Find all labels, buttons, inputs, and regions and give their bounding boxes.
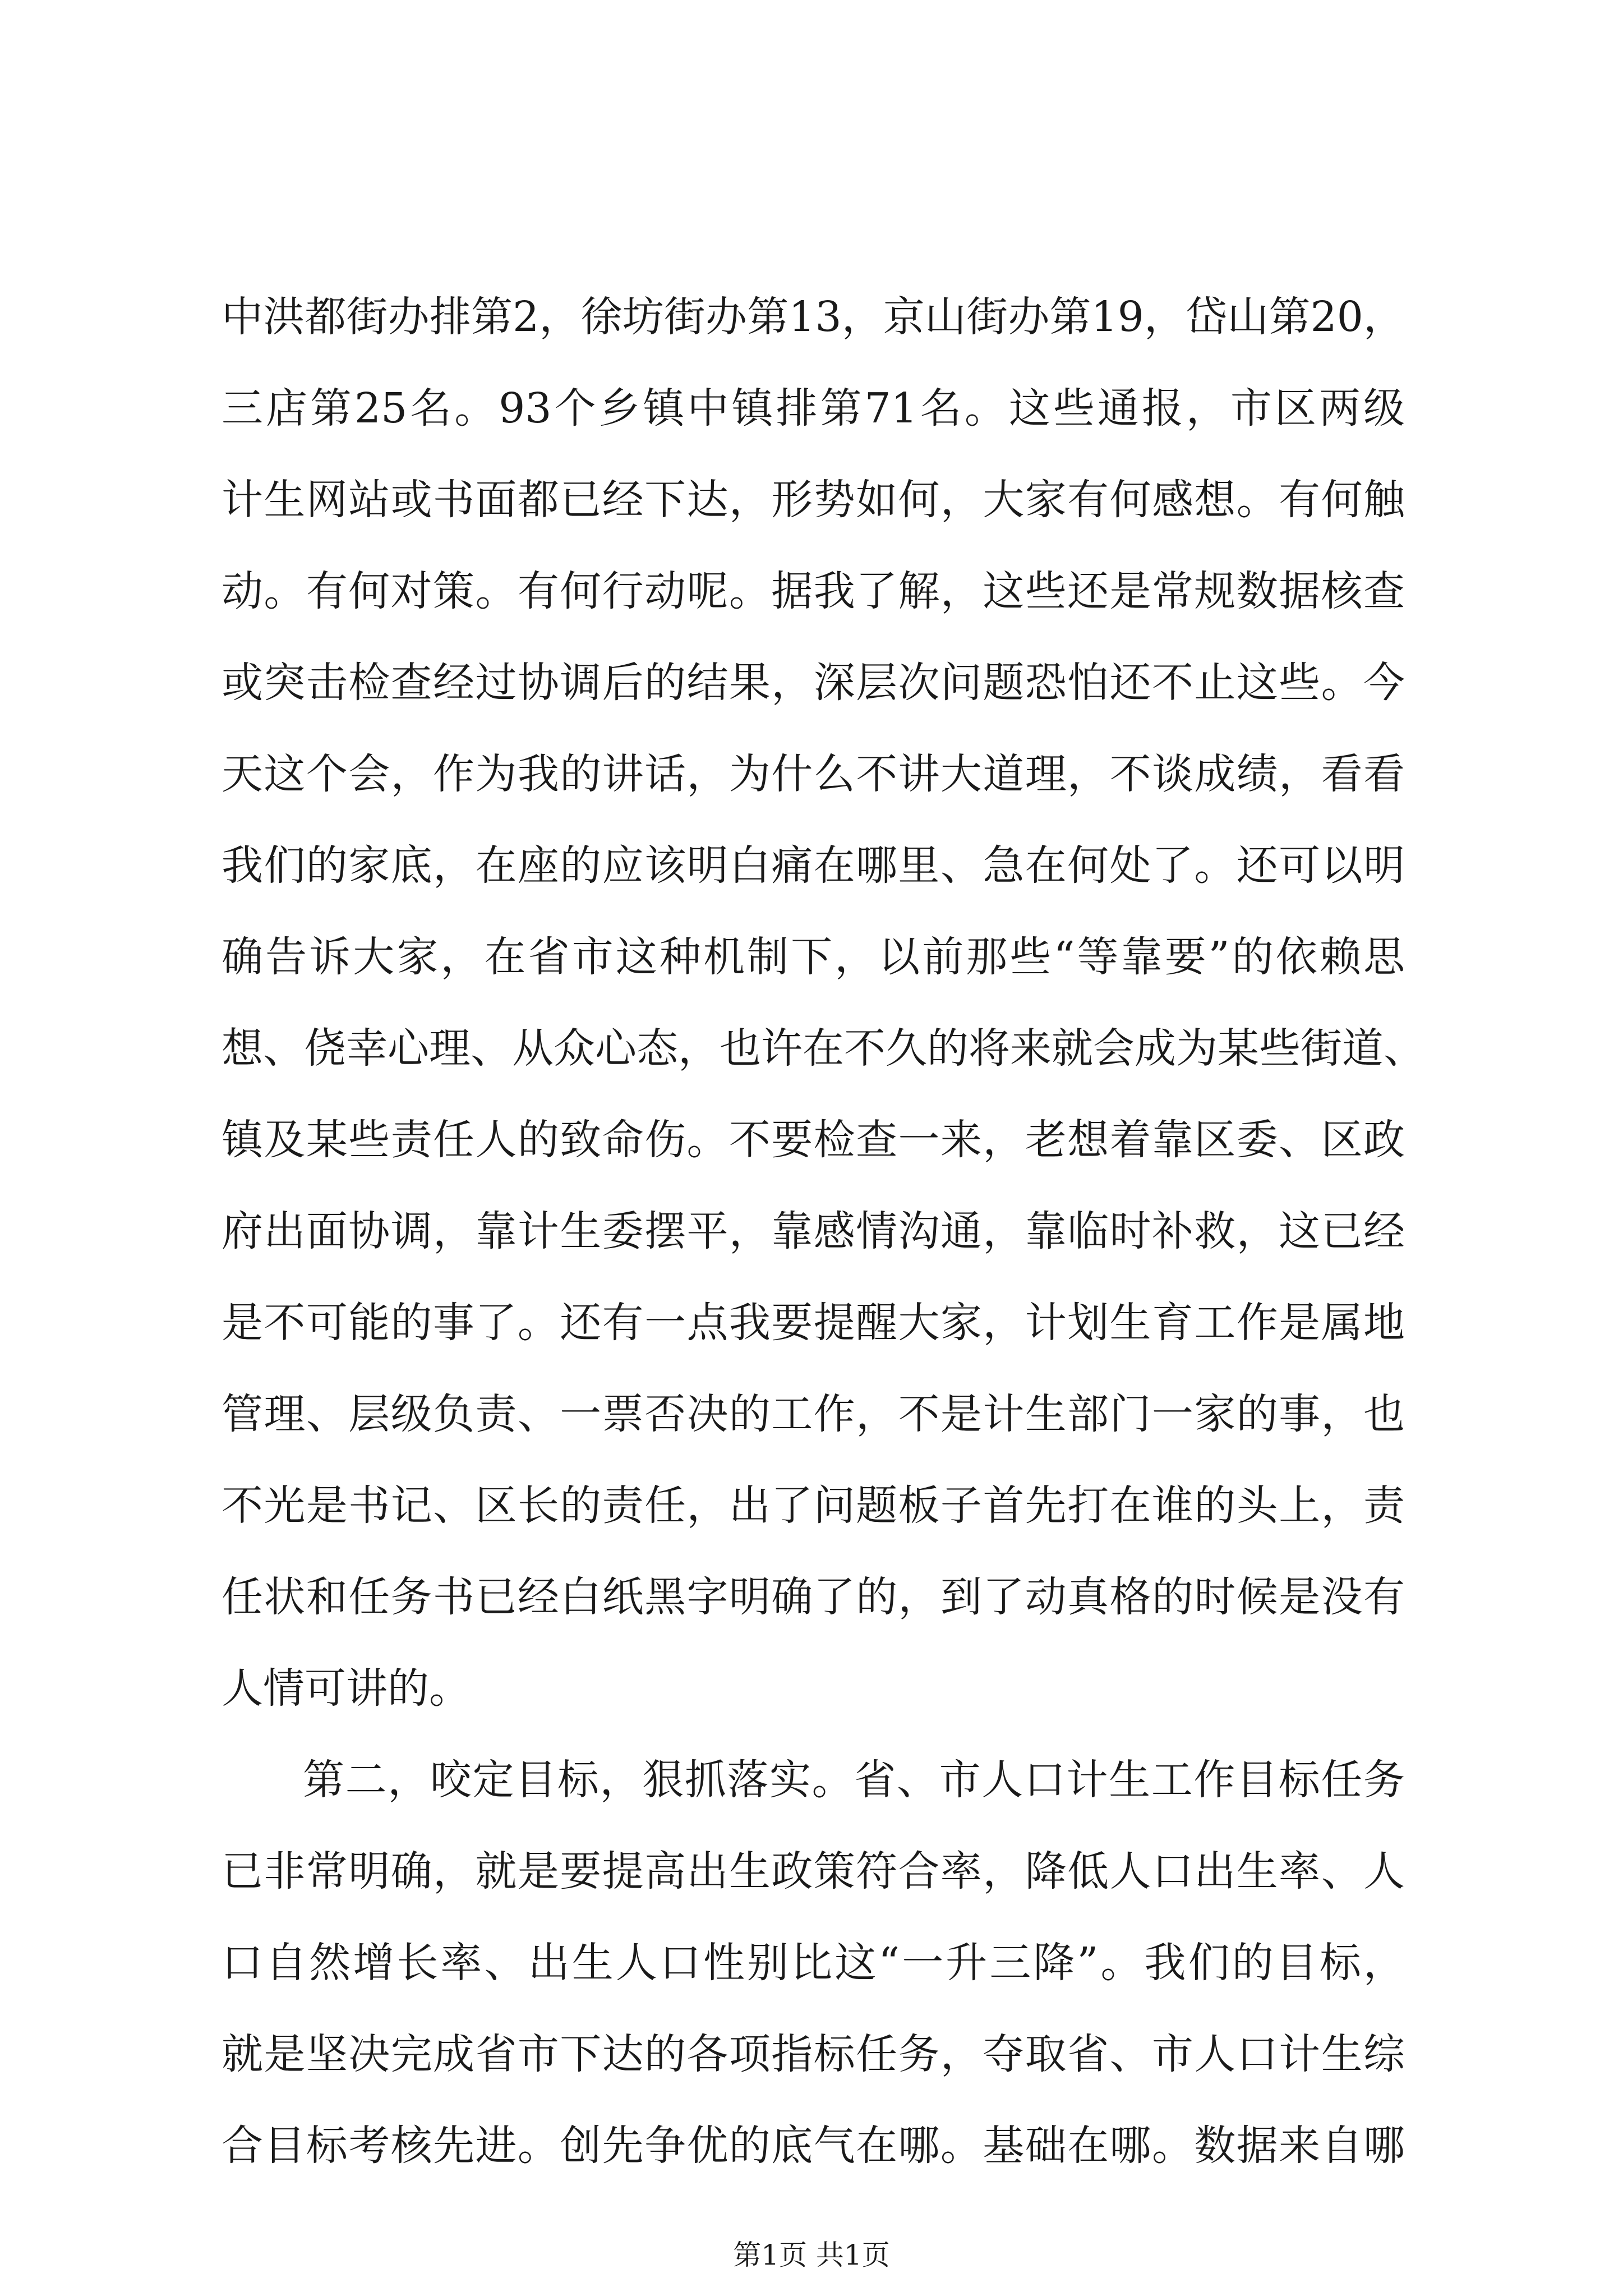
page-footer: 第1页 共1页	[733, 2239, 890, 2271]
text-line: 我们的家底，在座的应该明白痛在哪里、急在何处了。还可以明	[222, 841, 1405, 890]
text-line: 是不可能的事了。还有一点我要提醒大家，计划生育工作是属地	[222, 1299, 1405, 1347]
text-line: 或突击检查经过协调后的结果，深层次问题恐怕还不止这些。今	[222, 659, 1405, 707]
text-line: 合目标考核先进。创先争优的底气在哪。基础在哪。数据来自哪	[222, 2122, 1405, 2170]
text-line: 三店第25名。93个乡镇中镇排第71名。这些通报，市区两级	[222, 384, 1405, 432]
text-line: 就是坚决完成省市下达的各项指标任务，夺取省、市人口计生综	[222, 2030, 1405, 2078]
text-line: 想、侥幸心理、从众心态，也许在不久的将来就会成为某些街道、	[222, 1024, 1425, 1073]
text-line: 镇及某些责任人的致命伤。不要检查一来，老想着靠区委、区政	[222, 1116, 1405, 1164]
text-line: 计生网站或书面都已经下达，形势如何，大家有何感想。有何触	[222, 476, 1405, 524]
text-line: 动。有何对策。有何行动呢。据我了解，这些还是常规数据核查	[222, 567, 1405, 615]
text-line: 任状和任务书已经白纸黑字明确了的，到了动真格的时候是没有	[222, 1573, 1405, 1621]
text-line: 中洪都街办排第2，徐坊街办第13，京山街办第19，岱山第20，	[222, 293, 1405, 341]
text-line: 天这个会，作为我的讲话，为什么不讲大道理，不谈成绩，看看	[222, 750, 1405, 798]
text-line: 不光是书记、区长的责任，出了问题板子首先打在谁的头上，责	[222, 1481, 1405, 1530]
text-line: 确告诉大家，在省市这种机制下，以前那些“等靠要”的依赖思	[222, 933, 1405, 981]
text-line: 人情可讲的。	[222, 1664, 471, 1713]
text-line: 口自然增长率、出生人口性别比这“一升三降”。我们的目标，	[222, 1939, 1405, 1987]
text-line: 已非常明确，就是要提高出生政策符合率，降低人口出生率、人	[222, 1847, 1405, 1895]
text-line: 府出面协调，靠计生委摆平，靠感情沟通，靠临时补救，这已经	[222, 1207, 1405, 1255]
text-line: 管理、层级负责、一票否决的工作，不是计生部门一家的事，也	[222, 1390, 1405, 1438]
paragraph-first-line: 第二，咬定目标，狠抓落实。省、市人口计生工作目标任务	[303, 1756, 1405, 1804]
